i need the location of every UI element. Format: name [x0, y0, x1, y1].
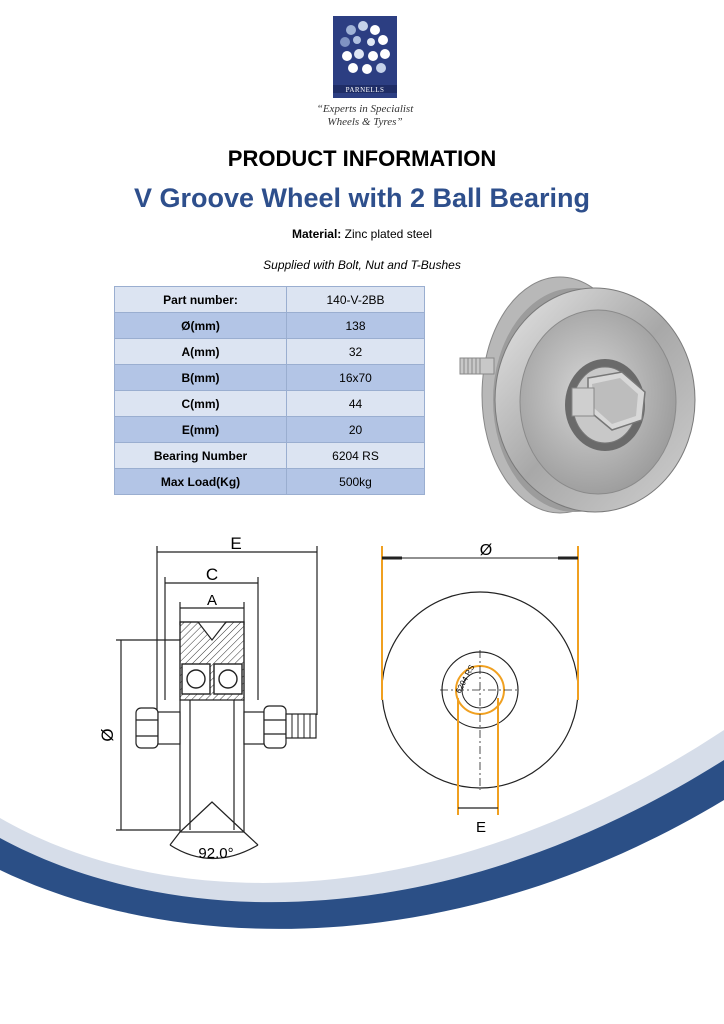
- front-view-drawing: [382, 546, 578, 815]
- front-bearing-label: 6204 RS: [453, 663, 477, 695]
- spec-label: Bearing Number: [115, 443, 287, 469]
- tagline-line1: “Experts in Specialist: [316, 103, 414, 115]
- spec-value: 6204 RS: [287, 443, 425, 469]
- spec-label: Max Load(Kg): [115, 469, 287, 495]
- bolt-assembly: [136, 706, 316, 748]
- supplied-note: Supplied with Bolt, Nut and T-Bushes: [263, 258, 461, 272]
- spec-value: 138: [287, 313, 425, 339]
- spec-label: Ø(mm): [115, 313, 287, 339]
- spec-label: B(mm): [115, 365, 287, 391]
- dim-e-label: E: [230, 534, 242, 553]
- logo-wordmark: PARNELLS: [345, 86, 385, 94]
- spec-value: 44: [287, 391, 425, 417]
- front-dia-label: Ø: [479, 542, 493, 559]
- front-e-label: E: [475, 819, 487, 836]
- spec-value: 32: [287, 339, 425, 365]
- tagline-line2: Wheels & Tyres”: [327, 116, 403, 128]
- dim-c-label: C: [205, 565, 219, 584]
- product-title: V Groove Wheel with 2 Ball Bearing: [133, 183, 591, 213]
- dim-a-label: A: [206, 592, 218, 609]
- material-label: Material:: [291, 227, 342, 241]
- page-heading: PRODUCT INFORMATION: [227, 146, 497, 171]
- spec-value: 16x70: [287, 365, 425, 391]
- spec-label: A(mm): [115, 339, 287, 365]
- dim-dia-label: Ø: [98, 728, 117, 742]
- spec-label: E(mm): [115, 417, 287, 443]
- spec-value: 140-V-2BB: [287, 287, 425, 313]
- spec-label: Part number:: [115, 287, 287, 313]
- spec-value: 20: [287, 417, 425, 443]
- spec-value: 500kg: [287, 469, 425, 495]
- material-value: Zinc plated steel: [344, 227, 433, 241]
- spec-label: C(mm): [115, 391, 287, 417]
- angle-label: 92.0°: [198, 845, 234, 862]
